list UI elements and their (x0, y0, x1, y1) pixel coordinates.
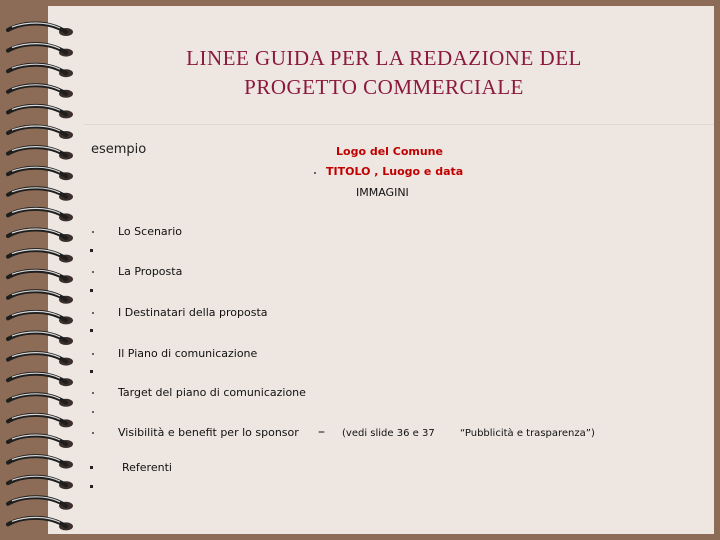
binding-wire (8, 477, 66, 486)
binding-wire (8, 44, 66, 53)
binding-wire (8, 24, 66, 33)
spiral-binding (0, 0, 90, 540)
esempio-label: esempio (91, 142, 147, 157)
cover-images: IMMAGINI (356, 186, 409, 199)
slide-reference-quote: “Pubblicità e trasparenza”) (460, 428, 595, 439)
bullet (90, 329, 93, 332)
binding-wire (8, 333, 66, 342)
title-line-1: LINEE GUIDA PER LA REDAZIONE DEL (186, 46, 582, 70)
binding-wire (8, 291, 66, 300)
cover-logo: Logo del Comune (336, 145, 443, 158)
binding-wire (8, 188, 66, 197)
binding-wire (8, 436, 66, 445)
binding-wire (8, 168, 66, 177)
bullet (90, 466, 93, 469)
bullet (92, 312, 94, 314)
title-divider (84, 124, 714, 125)
binding-wire (8, 230, 66, 239)
binding-wire (8, 147, 66, 156)
binding-wire (8, 456, 66, 465)
binding-wire (8, 374, 66, 383)
bullet (90, 289, 93, 292)
bullet (92, 411, 94, 413)
bullet (90, 249, 93, 252)
binding-wire (8, 415, 66, 424)
binding-wire (8, 250, 66, 259)
bullet (92, 231, 94, 233)
bullet (92, 271, 94, 273)
bullet (90, 370, 93, 373)
dash: – (318, 424, 325, 440)
bullet (92, 392, 94, 394)
bullet (90, 485, 93, 488)
list-item-scenario: Lo Scenario (118, 225, 182, 238)
binding-wire (8, 271, 66, 280)
bullet (314, 172, 316, 174)
list-item-piano: Il Piano di comunicazione (118, 347, 258, 360)
binding-wire (8, 85, 66, 94)
list-item-destinatari: I Destinatari della proposta (118, 306, 268, 319)
binding-wire (8, 497, 66, 506)
bullet (92, 353, 94, 355)
title-line-2: PROGETTO COMMERCIALE (244, 75, 524, 99)
bullet (92, 432, 94, 434)
binding-wire (8, 518, 66, 527)
binding-wire (8, 65, 66, 74)
slide-title (120, 44, 648, 102)
list-item-referenti: Referenti (122, 461, 172, 474)
binding-wire (8, 312, 66, 321)
slide-reference-note: (vedi slide 36 e 37 (342, 428, 435, 439)
binding-wire (8, 106, 66, 115)
list-item-target: Target del piano di comunicazione (118, 386, 306, 399)
binding-wire (8, 394, 66, 403)
list-item-visibilita: Visibilità e benefit per lo sponsor (118, 426, 299, 439)
binding-wire (8, 209, 66, 218)
binding-wire (8, 127, 66, 136)
list-item-proposta: La Proposta (118, 265, 183, 278)
cover-title: TITOLO , Luogo e data (326, 165, 464, 178)
binding-wire (8, 353, 66, 362)
